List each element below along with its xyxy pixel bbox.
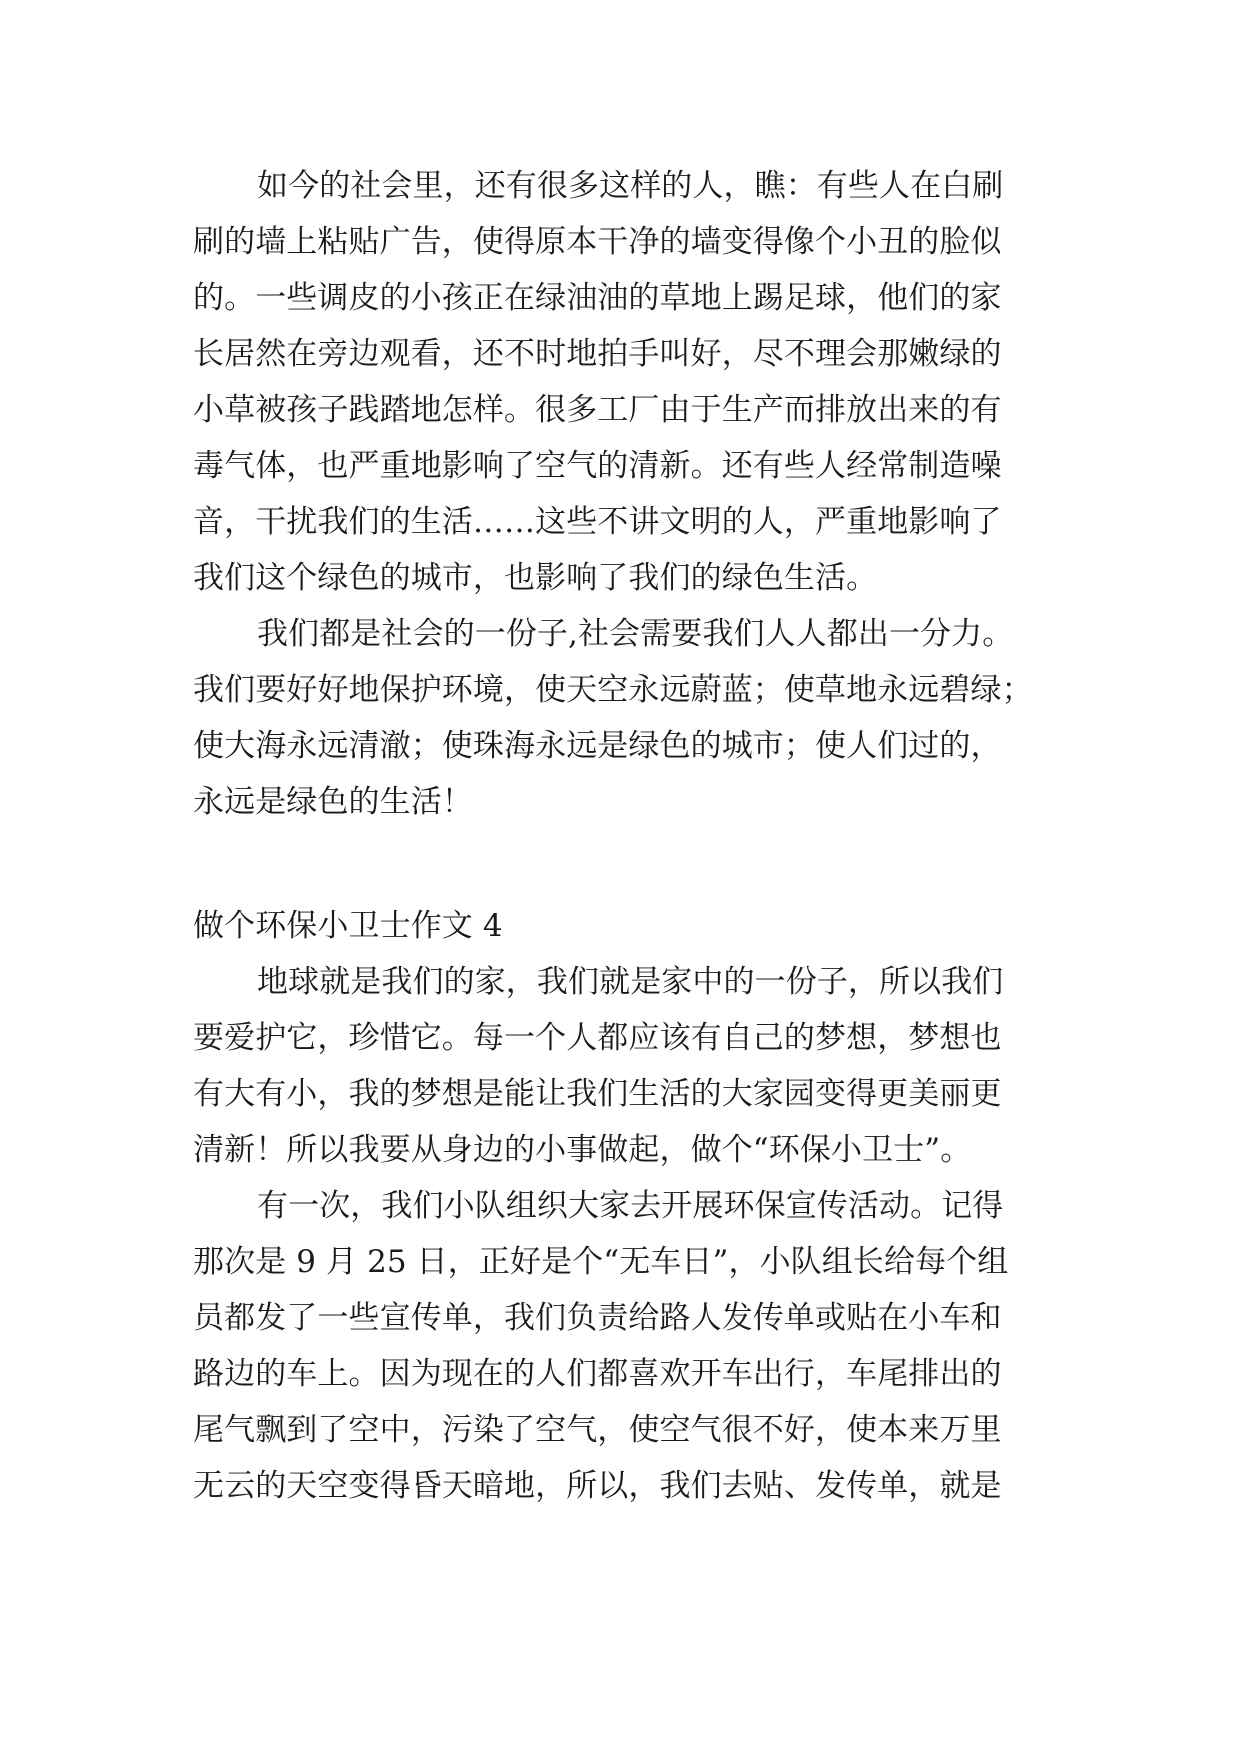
text-line: 员都发了一些宣传单，我们负责给路人发传单或贴在小车和 [193,1300,1002,1336]
text-line: 有大有小，我的梦想是能让我们生活的大家园变得更美丽更 [193,1076,1002,1112]
text-line: 我们要好好地保护环境，使天空永远蔚蓝；使草地永远碧绿； [193,672,1033,708]
text-line: 无云的天空变得昏天暗地，所以，我们去贴、发传单，就是 [193,1468,1002,1504]
text-line: 刷的墙上粘贴广告，使得原本干净的墙变得像个小丑的脸似 [193,224,1002,260]
text-line: 清新！所以我要从身边的小事做起，做个“环保小卫士”。 [193,1132,972,1168]
text-line: 要爱护它，珍惜它。每一个人都应该有自己的梦想，梦想也 [193,1020,1002,1056]
text-line: 路边的车上。因为现在的人们都喜欢开车出行，车尾排出的 [193,1356,1002,1392]
text-line: 音，干扰我们的生活……这些不讲文明的人，严重地影响了 [193,504,1002,540]
text-line: 尾气飘到了空中，污染了空气，使空气很不好，使本来万里 [193,1412,1002,1448]
text-line: 有一次，我们小队组织大家去开展环保宣传活动。记得 [257,1188,1004,1224]
text-line: 那次是 9 月 25 日，正好是个“无车日”，小队组长给每个组 [193,1244,1009,1280]
text-line: 永远是绿色的生活！ [193,784,473,820]
text-line: 长居然在旁边观看，还不时地拍手叫好，尽不理会那嫩绿的 [193,336,1002,372]
text-line: 我们都是社会的一份子,社会需要我们人人都出一分力。 [257,616,1014,652]
section-heading: 做个环保小卫士作文 4 [193,908,503,944]
text-line: 如今的社会里，还有很多这样的人，瞧：有些人在白刷 [257,168,1004,204]
text-line: 使大海永远清澈；使珠海永远是绿色的城市；使人们过的， [193,728,1002,764]
text-line: 小草被孩子践踏地怎样。很多工厂由于生产而排放出来的有 [193,392,1002,428]
text-line: 我们这个绿色的城市，也影响了我们的绿色生活。 [193,560,878,596]
text-line: 地球就是我们的家，我们就是家中的一份子，所以我们 [257,964,1004,1000]
text-line: 的。一些调皮的小孩正在绿油油的草地上踢足球，他们的家 [193,280,1002,316]
text-line: 毒气体，也严重地影响了空气的清新。还有些人经常制造噪 [193,448,1002,484]
